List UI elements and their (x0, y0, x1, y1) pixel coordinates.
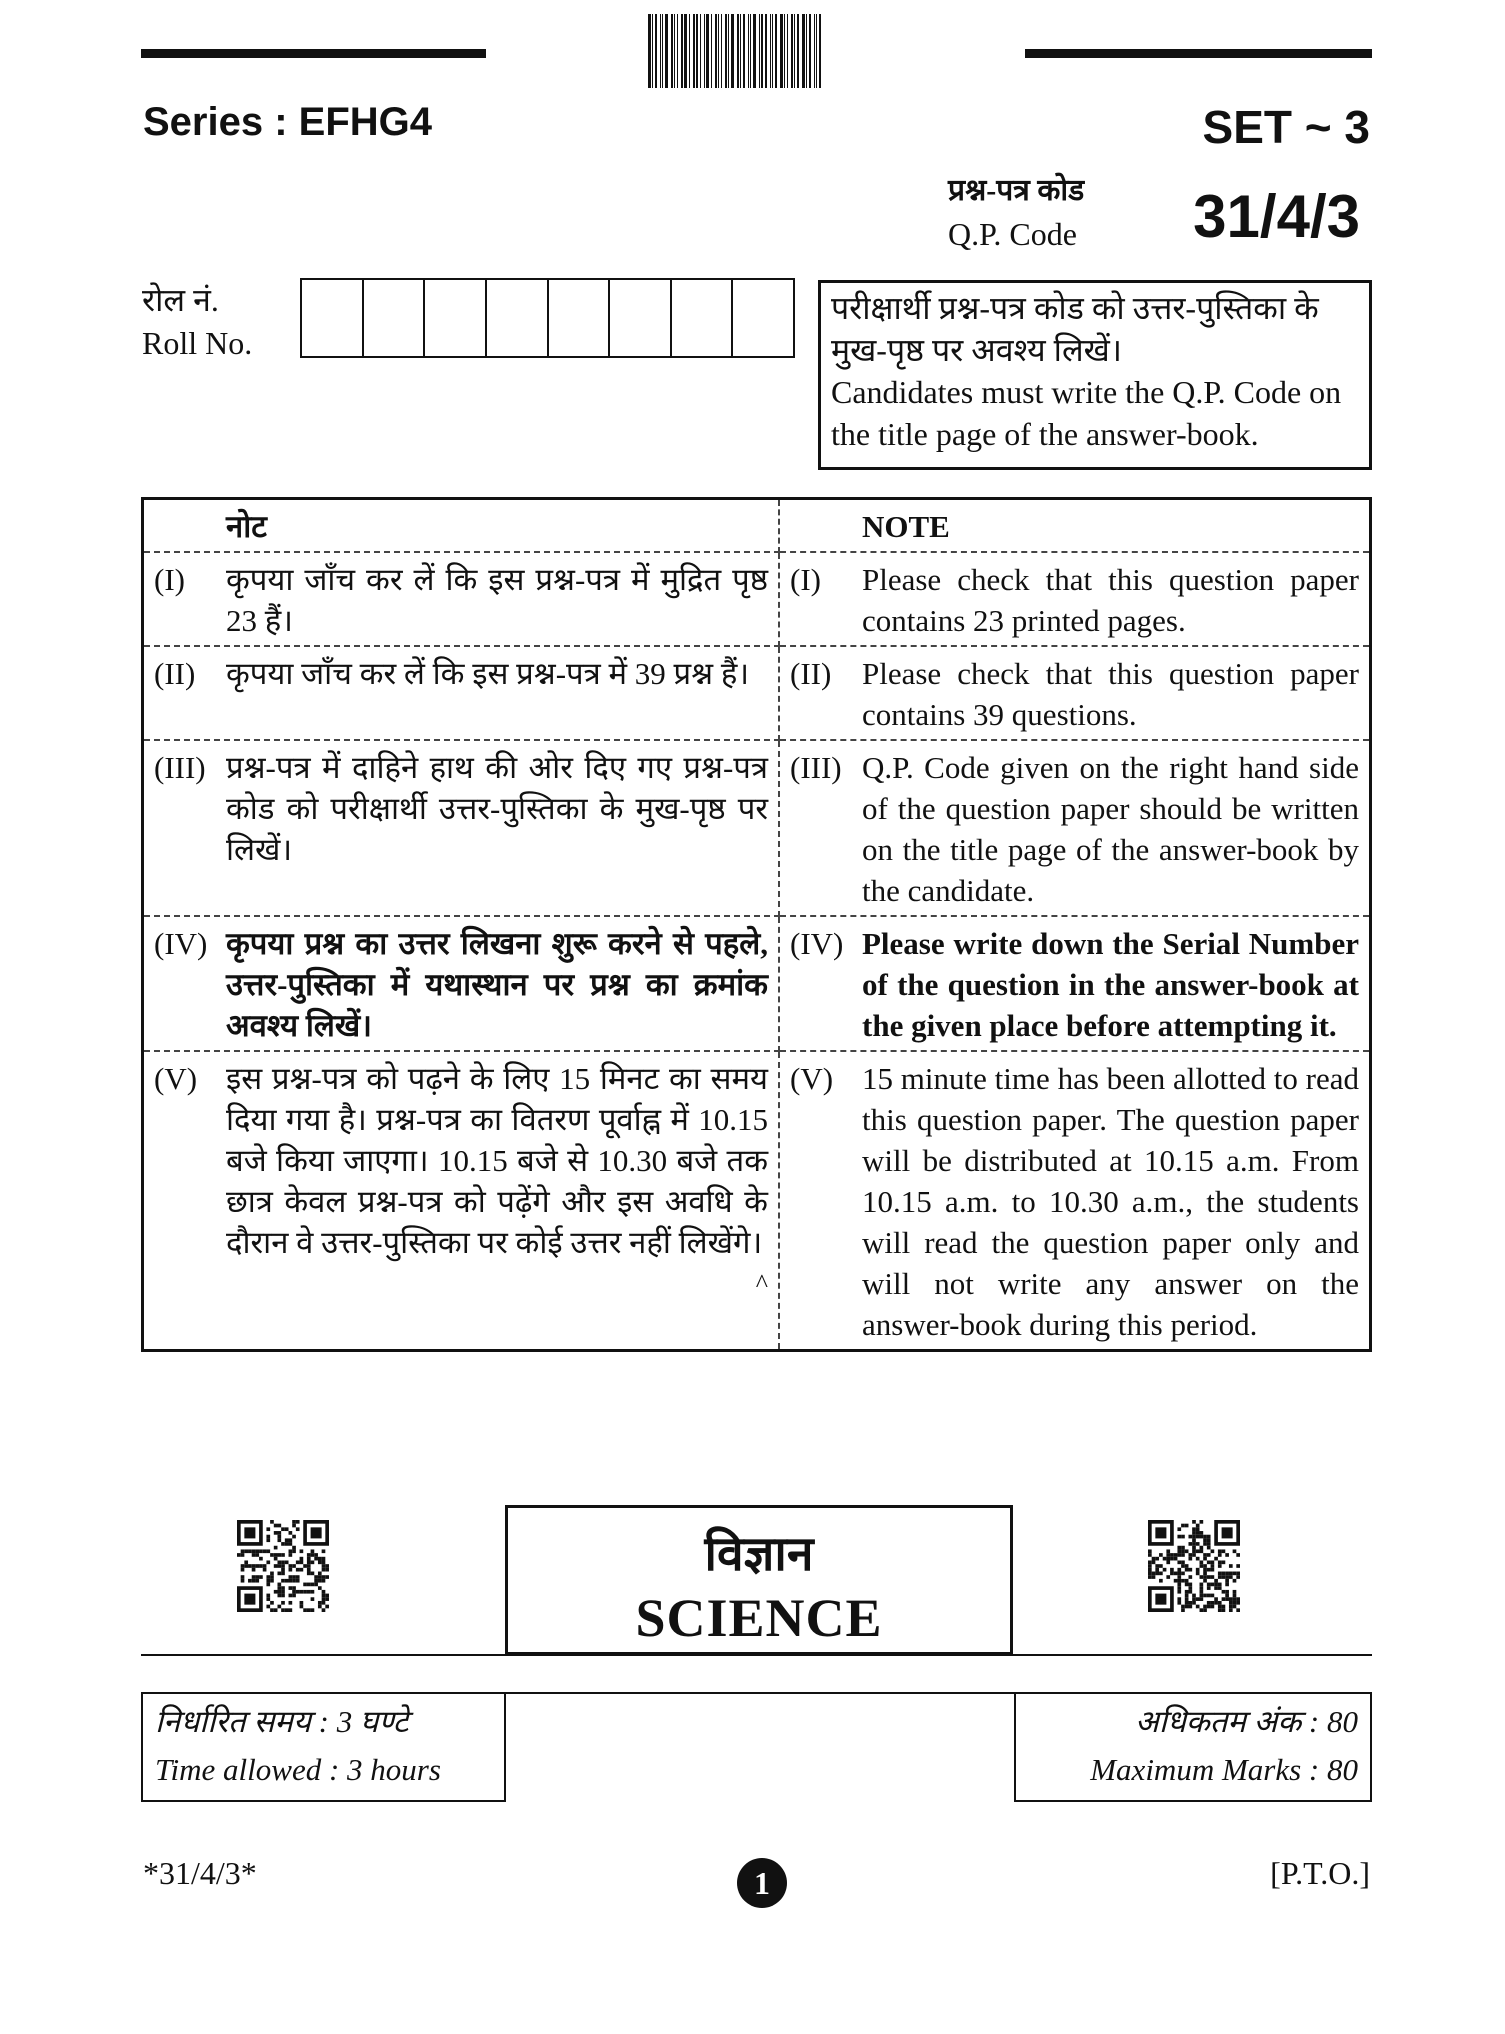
set-label: SET ~ 3 (1202, 101, 1370, 153)
roll-label-hindi: रोल नं. (142, 282, 219, 318)
subject-title: SCIENCE (635, 1588, 883, 1648)
roll-number-cell (364, 280, 426, 356)
note-number: (III) (790, 750, 842, 785)
note-number: (II) (154, 656, 196, 691)
roll-number-cell (672, 280, 734, 356)
note-text-hindi: कृपया जाँच कर लें कि इस प्रश्न-पत्र में 39 प्रश्न हैं। (226, 656, 750, 691)
note-number: (III) (154, 750, 206, 785)
note-text-hindi: कृपया प्रश्न का उत्तर लिखना शुरू करने से पहले, उत्तर-पुस्तिका में यथास्थान पर प्रश्न का क्रमांक अवश्य लिखें। (226, 926, 768, 1043)
roll-number-cell (425, 280, 487, 356)
note-number: (V) (154, 1061, 198, 1096)
note-number: (V) (790, 1061, 834, 1096)
qr-code-icon (1148, 1520, 1240, 1612)
note-number: (IV) (154, 926, 208, 961)
note-text-english: 15 minute time has been allotted to read this question paper. The question paper will be distributed at 10.15 a.m. From 10.15 a.m. to 10.30 a.m., the students will read the question paper only and will not write any answer on the answer-book during this period. (862, 1061, 1359, 1342)
note-text-english: Please write down the Serial Number of the question in the answer-book at the given place before attempting it. (862, 926, 1359, 1043)
maximum-marks-box (1014, 1692, 1372, 1802)
page-number: 1 (737, 1858, 787, 1908)
time-allowed: Time allowed : 3 hours (155, 1752, 441, 1787)
note-number: (II) (790, 656, 832, 691)
notes-table (141, 497, 1372, 1352)
note-number: (I) (154, 562, 185, 597)
roll-number-cell (487, 280, 549, 356)
time-allowed-box (141, 1692, 506, 1802)
roll-number-cell (302, 280, 364, 356)
note-row (143, 916, 1371, 1051)
subject-title-hindi: विज्ञान (704, 1528, 814, 1581)
top-rule-left (141, 49, 486, 58)
note-row (143, 1051, 1371, 1351)
please-turn-over: [P.T.O.] (1270, 1855, 1370, 1891)
note-row (143, 646, 1371, 740)
maximum-marks-hindi: अधिकतम अंक : 80 (1135, 1704, 1358, 1739)
qp-code-value: 31/4/3 (1193, 183, 1360, 250)
note-text-english: Please check that this question paper contains 23 printed pages. (862, 562, 1359, 638)
roll-label: Roll No. (142, 325, 253, 361)
series-label: Series : EFHG4 (143, 100, 433, 144)
candidate-instruction-box (818, 280, 1372, 470)
notes-header-hindi: नोट (226, 509, 267, 544)
candidate-instruction-english: Candidates must write the Q.P. Code on the title page of the answer-book. (831, 374, 1342, 452)
note-number: (I) (790, 562, 821, 597)
qr-code-icon (237, 1520, 329, 1612)
time-allowed-hindi: निर्धारित समय : 3 घण्टे (155, 1704, 409, 1739)
barcode-icon (648, 14, 868, 88)
roll-number-boxes (300, 278, 795, 358)
note-number: (IV) (790, 926, 844, 961)
note-text-hindi: प्रश्न-पत्र में दाहिने हाथ की ओर दिए गए प्रश्न-पत्र कोड को परीक्षार्थी उत्तर-पुस्तिका के मुख-पृष्ठ पर लिखें। (226, 750, 768, 867)
note-text-hindi: कृपया जाँच कर लें कि इस प्रश्न-पत्र में मुद्रित पृष्ठ 23 हैं। (226, 562, 768, 638)
caret-icon: ^ (755, 1269, 768, 1298)
roll-number-cell (610, 280, 672, 356)
candidate-instruction-hindi: परीक्षार्थी प्रश्न-पत्र कोड को उत्तर-पुस्तिका के मुख-पृष्ठ पर अवश्य लिखें। (831, 290, 1319, 368)
footer-paper-code: *31/4/3* (143, 1855, 257, 1891)
note-row (143, 740, 1371, 916)
note-text-english: Please check that this question paper contains 39 questions. (862, 656, 1359, 732)
subject-box (505, 1505, 1013, 1655)
qp-code-label-hindi: प्रश्न-पत्र कोड (948, 174, 1085, 207)
maximum-marks: Maximum Marks : 80 (1090, 1752, 1358, 1787)
divider (505, 1692, 1015, 1694)
note-row (143, 552, 1371, 646)
notes-header-english: NOTE (862, 509, 950, 544)
top-rule-right (1025, 49, 1372, 58)
note-text-hindi: इस प्रश्न-पत्र को पढ़ने के लिए 15 मिनट का समय दिया गया है। प्रश्न-पत्र का वितरण पूर्वाह्न में 10.15 बजे किया जाएगा। 10.15 बजे से 10.30 बजे तक छात्र केवल प्रश्न-पत्र को पढ़ेंगे और इस अवधि के दौरान वे उत्तर-पुस्तिका पर कोई उत्तर नहीं लिखेंगे। (226, 1061, 768, 1260)
roll-number-cell (549, 280, 611, 356)
roll-number-cell (733, 280, 793, 356)
note-text-english: Q.P. Code given on the right hand side of the question paper should be written on the title page of the answer-book by the candidate. (862, 750, 1359, 908)
qp-code-label: Q.P. Code (948, 216, 1077, 252)
divider (141, 1654, 1372, 1656)
